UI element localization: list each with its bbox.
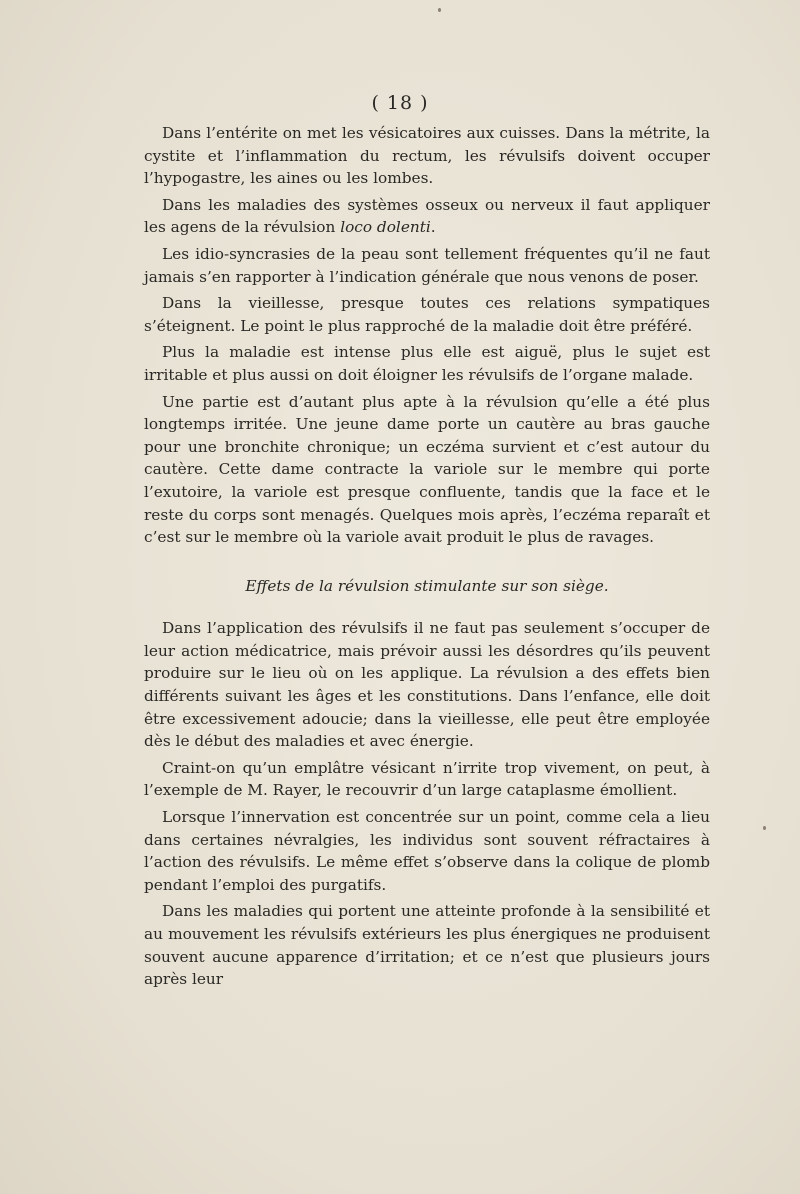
paragraph: Lorsque l’innervation est concentrée sur un point, comme cela a lieu dans certaines névralgies, les individus sont souvent réfractaires à l’action des révulsifs. Le même effet s’observe dans la colique de plomb pendant l’emploi des purgatifs. [144, 808, 710, 894]
paragraph: Une partie est d’autant plus apte à la révulsion qu’elle a été plus longtemps irritée. Une jeune dame porte un cautère au bras gauche pour une bronchite chronique; un eczéma survient et c’est autour du cautère. Cette dame contracte la variole sur le membre qui porte l’exutoire, la variole est presque confluente, tandis que la face et le reste du corps sont menagés. Quelques mois après, l’eczéma reparaît et c’est sur le membre où la variole avait produit le plus de ravages. [144, 392, 710, 547]
paragraph: Plus la maladie est intense plus elle est aiguë, plus le sujet est irritable et plus aussi on doit éloigner les révulsifs de l’organe malade. [144, 343, 710, 384]
page-number: ( 18 ) [371, 92, 429, 114]
paragraph: Les idio-syncrasies de la peau sont tellement fréquentes qu’il ne faut jamais s’en rapporter à l’indication générale que nous venons de poser. [144, 244, 710, 286]
paragraph: Dans les maladies qui portent une atteinte profonde à la sensibilité et au mouvement les révulsifs extérieurs les plus énergiques ne produisent souvent aucune apparence d’irritation; et ce n’est que plusieurs jours après leur [144, 902, 710, 989]
paragraph: Dans l’entérite on met les vésicatoires aux cuisses. Dans la métrite, la cystite et l’inflammation du rectum, les révulsifs doivent occuper l’hypogastre, les aines ou les lombes. [144, 124, 710, 188]
paragraph: Dans l’application des révulsifs il ne faut pas seulement s’occuper de leur action médicatrice, mais prévoir aussi les désordres qu’ils peuvent produire sur le lieu où on les applique. La révulsion a des effets bien différents suivant les âges et les constitutions. Dans l’enfance, elle doit être excessivement adoucie; dans la vieillesse, elle peut être employée dès le début des maladies et avec énergie. [144, 619, 710, 751]
paragraph: Dans la vieillesse, presque toutes ces relations sympatiques s’éteignent. Le point le plus rapproché de la maladie doit être préféré. [144, 294, 710, 335]
body-text [144, 122, 710, 995]
paper-speck [438, 8, 441, 12]
italic-phrase: loco dolenti [340, 218, 431, 237]
paragraph: Craint-on qu’un emplâtre vésicant n’irrite trop vivement, on peut, à l’exemple de M. Rayer, le recouvrir d’un large cataplasme émollient. [144, 758, 710, 800]
paper-speck [763, 826, 766, 830]
paragraph: Dans les maladies des systèmes osseux ou nerveux il faut appliquer les agens de la révulsion loco dolenti. [144, 195, 710, 237]
section-heading: Effets de la révulsion stimulante sur son siège. [245, 576, 609, 595]
